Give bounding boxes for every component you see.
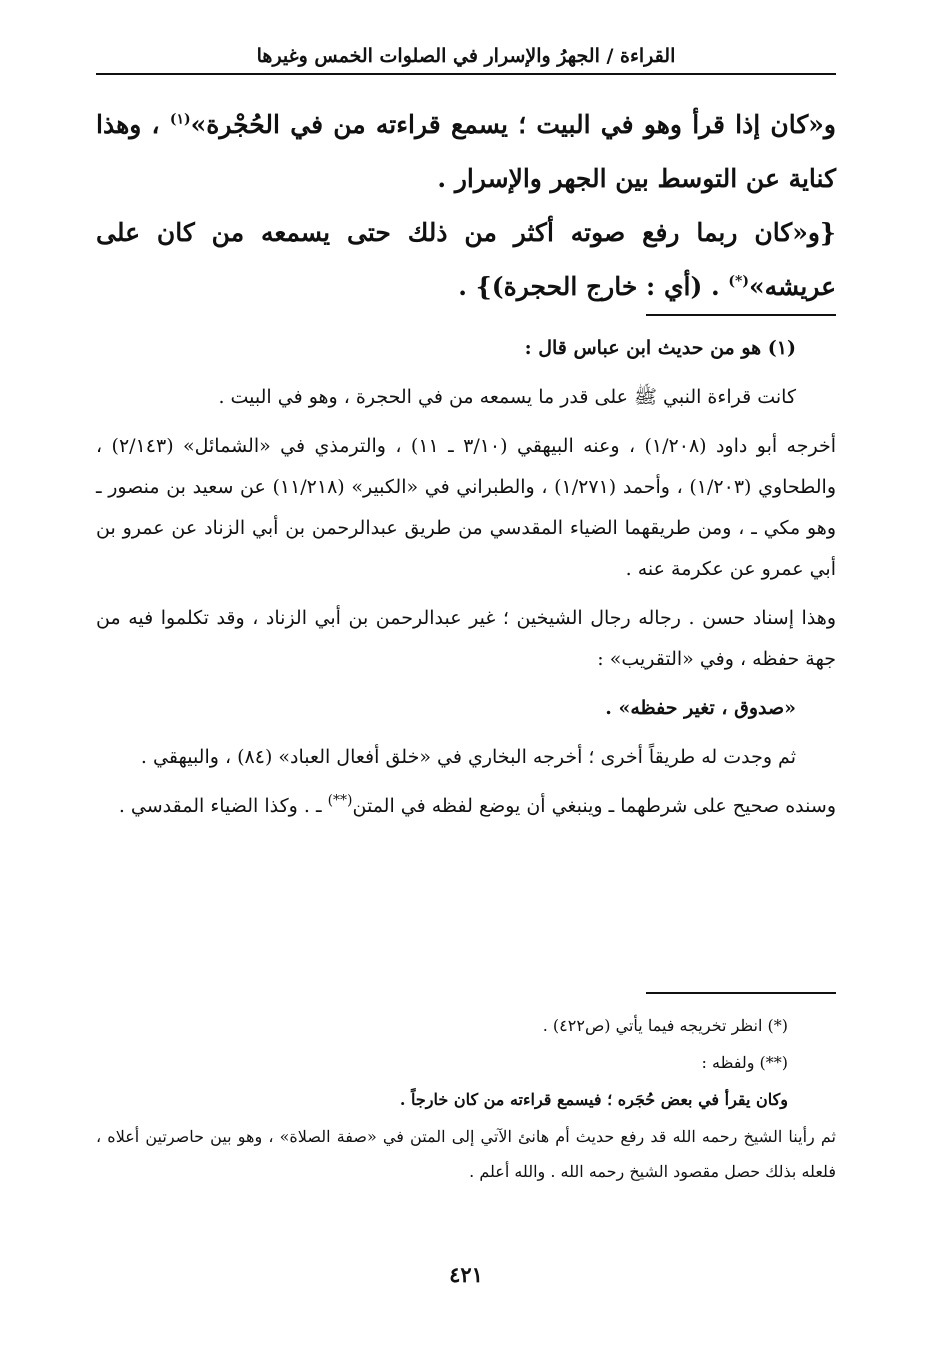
footnote-ref-double-star[interactable]: (**)	[327, 792, 353, 809]
footnote-separator	[646, 314, 836, 316]
page-number: ٤٢١	[449, 1262, 483, 1287]
footnote-1-sanad-after: ـ . وكذا الضياء المقدسي .	[118, 795, 328, 817]
footnote-1-isnad: وهذا إسناد حسن . رجاله رجال الشيخين ؛ غير عبدالرحمن بن أبي الزناد ، وقد تكلموا فيه من جهة حفظه ، وفي «التقريب» :	[96, 607, 836, 670]
subnote-editor-remark: ثم رأينا الشيخ رحمه الله قد رفع حديث أم هانئ الآتي إلى المتن في «صفة الصلاة» ، وهو بين حاصرتين أعلاه ، فلعله بذلك حصل مقصود الشيخ رحمه الله . والله أعلم .	[96, 1127, 836, 1181]
main-paragraph-2-after: . (أي : خارج الحجرة)} .	[458, 272, 729, 301]
main-paragraph-1	[96, 98, 836, 206]
main-paragraph-1-text: و«كان إذا قرأ وهو في البيت ؛ يسمع قراءته من في الحُجْرة»	[190, 110, 836, 139]
subnote-separator	[646, 992, 836, 994]
subnote-star: (*) انظر تخريجه فيما يأتي (ص٤٢٢) .	[542, 1016, 788, 1035]
footnote-1-quote: «صدوق ، تغير حفظه» .	[605, 697, 796, 719]
footnote-ref-1[interactable]: (١)	[169, 111, 191, 128]
header-rule	[96, 73, 836, 75]
footnote-1-sanad	[96, 786, 836, 827]
footnote-1-sanad-text: وسنده صحيح على شرطهما ـ وينبغي أن يوضع لفظه في المتن	[352, 795, 836, 817]
main-paragraph-2-text: {و«كان ربما رفع صوته أكثر من ذلك حتى يسمعه من كان على عريشه»	[96, 218, 836, 301]
subnote-double-star: (**) ولفظه :	[701, 1053, 788, 1072]
footnote-ref-star[interactable]: (*)	[728, 273, 749, 290]
footnote-1-hadith: كانت قراءة النبي ﷺ على قدر ما يسمعه من في الحجرة ، وهو في البيت .	[218, 386, 796, 408]
main-paragraph-1-after: ، وهذا كناية عن التوسط بين الجهر والإسرار .	[96, 110, 836, 193]
editor-notes	[96, 1008, 836, 1191]
subnote-lafz: وكان يقرأ في بعض حُجَره ؛ فيسمع قراءته من كان خارجاً .	[399, 1090, 788, 1109]
book-page	[96, 0, 836, 1346]
main-paragraph-2	[96, 206, 836, 314]
main-text	[96, 98, 836, 314]
running-header: القراءة / الجهرُ والإسرار في الصلوات الخمس وغيرها	[256, 45, 676, 67]
footnote-1-takhrij: أخرجه أبو داود (١/٢٠٨) ، وعنه البيهقي (٣/١٠ ـ ١١) ، والترمذي في «الشمائل» (٢/١٤٣) ، والطحاوي (١/٢٠٣) ، وأحمد (١/٢٧١) ، والطبراني في «الكبير» (١١/٢١٨) عن سعيد بن منصور ـ وهو مكي ـ ، ومن طريقهما الضياء المقدسي من طريق عبدالرحمن بن أبي الزناد عن عمرو بن أبي عمرو عن عكرمة عنه .	[96, 435, 837, 580]
footnotes	[96, 328, 836, 835]
footnote-1-title: (١) هو من حديث ابن عباس قال :	[524, 337, 796, 359]
footnote-1-another-route: ثم وجدت له طريقاً أخرى ؛ أخرجه البخاري في «خلق أفعال العباد» (٨٤) ، والبيهقي .	[140, 746, 796, 768]
